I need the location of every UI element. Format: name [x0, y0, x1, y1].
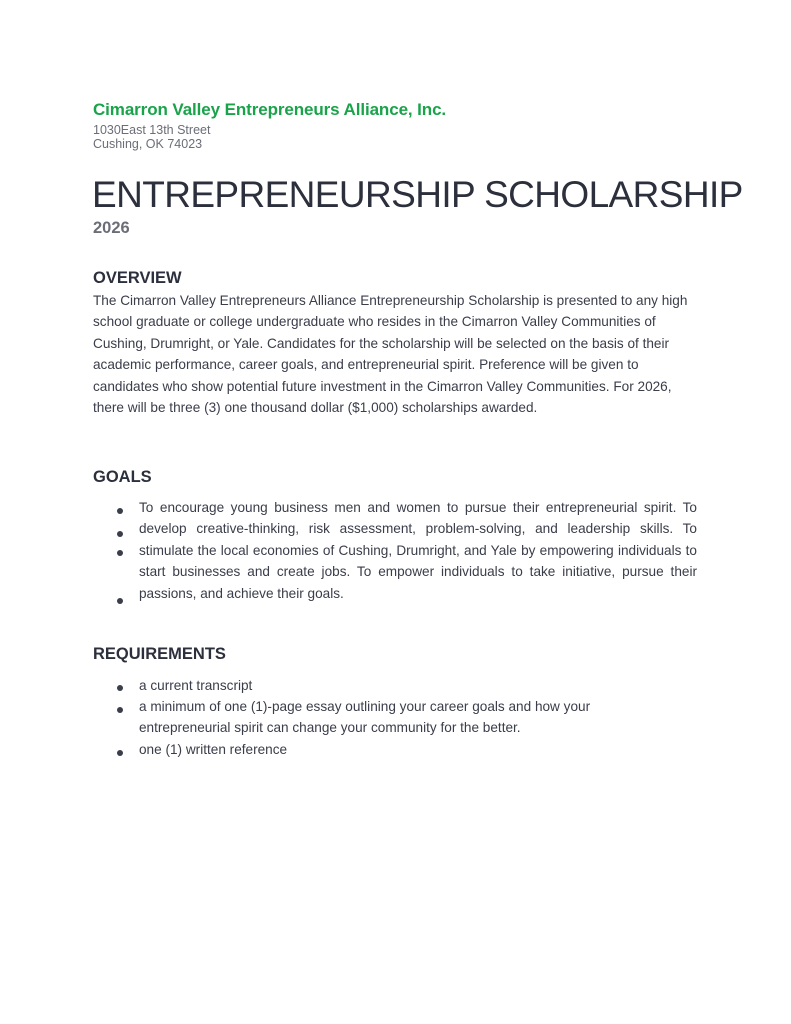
bullet-icon: [117, 707, 123, 713]
address-city: Cushing, OK 74023: [93, 137, 203, 151]
goals-heading: GOALS: [93, 468, 152, 486]
document-year: 2026: [93, 219, 130, 237]
requirements-heading: REQUIREMENTS: [93, 645, 226, 663]
document-title: ENTREPRENEURSHIP SCHOLARSHIP: [92, 174, 743, 215]
requirement-item: a minimum of one (1)-page essay outlining your career goals and how your entrepreneurial spirit can change your community for the better.: [139, 699, 591, 736]
bullet-icon: [117, 598, 123, 604]
bullet-icon: [117, 685, 123, 691]
bullet-icon: [117, 531, 123, 537]
goals-paragraph: To encourage young business men and women to pursue their entrepreneurial spirit. To develop creative-thinking, risk assessment, problem-solving, and leadership skills. To stimulate the local economies of Cushing, Drumright, and Yale by empowering individuals to start businesses and create jobs. To empower individuals to take initiative, pursue their passions, and achieve their goals.: [139, 500, 697, 601]
overview-paragraph: The Cimarron Valley Entrepreneurs Alliance Entrepreneurship Scholarship is presented to any high school graduate or college undergraduate who resides in the Cimarron Valley Communities of Cushing, Drumright, or Yale. Candidates for the scholarship will be selected on the basis of their academic performance, career goals, and entrepreneurial spirit. Preference will be given to candidates who show potential future investment in the Cimarron Valley Communities. For 2026, there will be three (3) one thousand dollar ($1,000) scholarships awarded.: [93, 293, 688, 416]
organization-name: Cimarron Valley Entrepreneurs Alliance, Inc.: [93, 100, 447, 119]
bullet-icon: [117, 550, 123, 556]
overview-heading: OVERVIEW: [93, 269, 182, 287]
address-street: 1030East 13th Street: [93, 123, 211, 137]
requirement-item: a current transcript: [139, 678, 253, 693]
bullet-icon: [117, 508, 123, 514]
bullet-icon: [117, 750, 123, 756]
requirement-item: one (1) written reference: [139, 742, 288, 757]
